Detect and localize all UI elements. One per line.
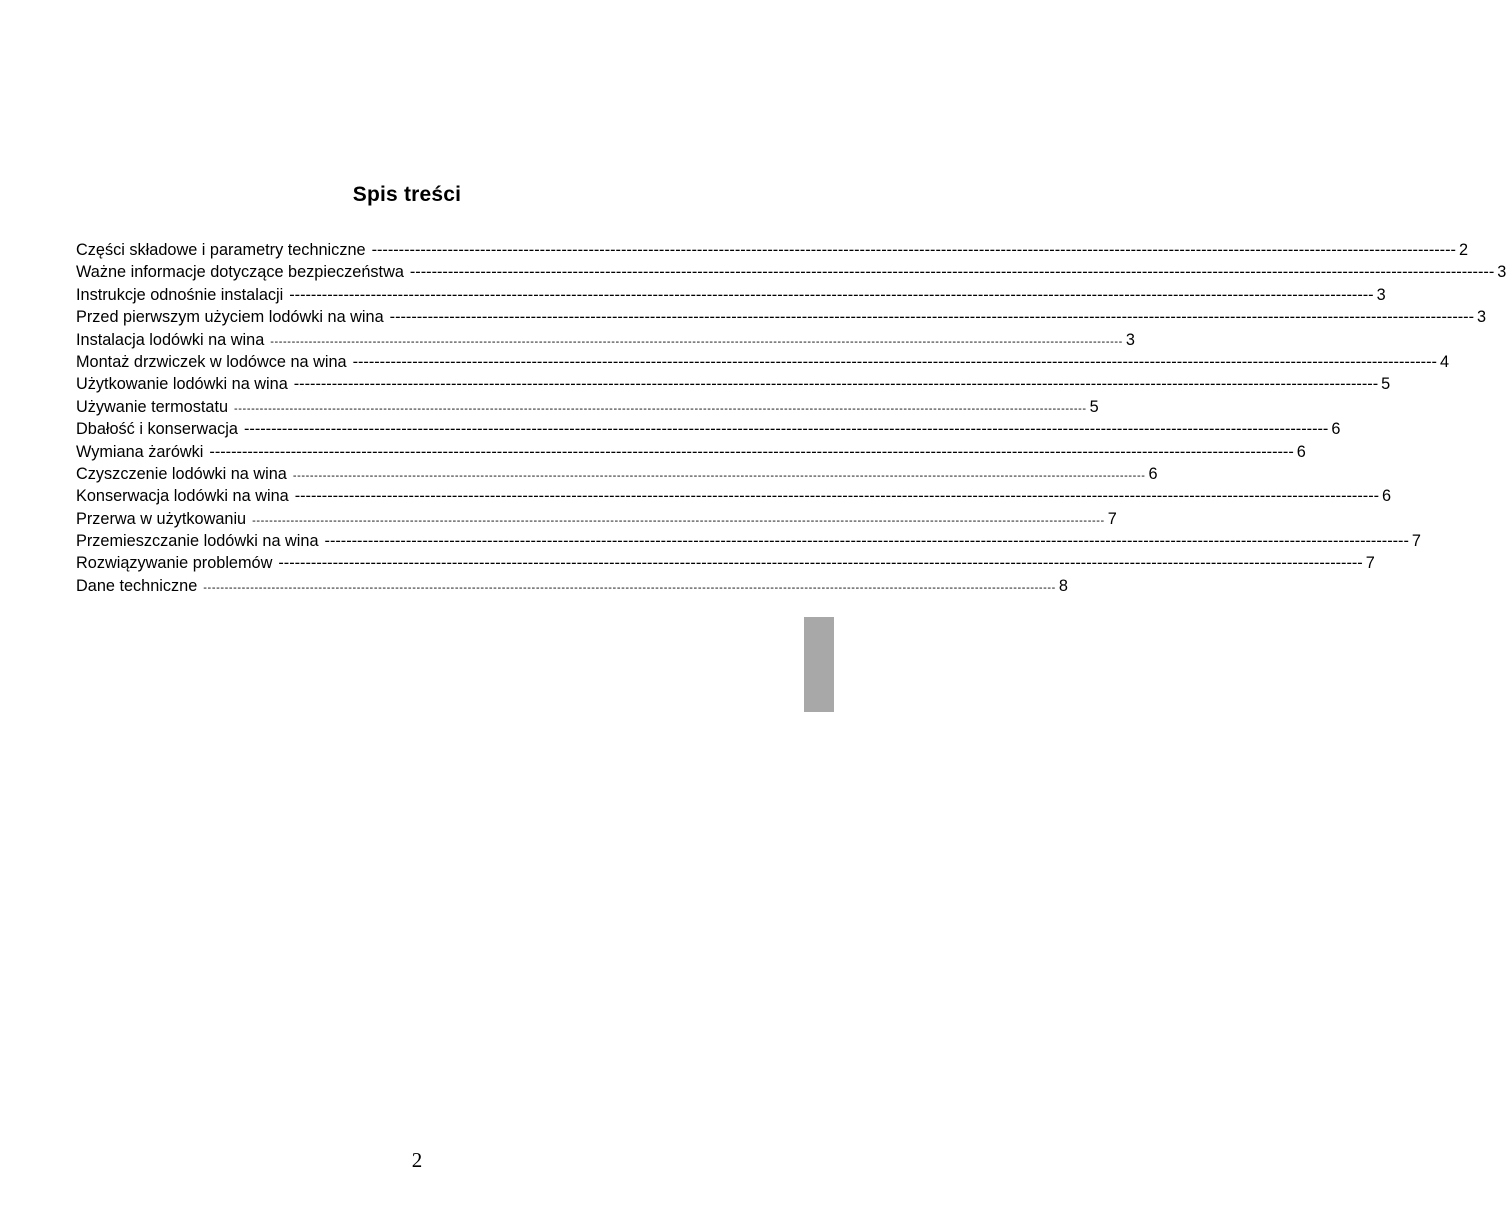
toc-dot-leader: -------------------------------------------------------------------------------------------------------------------------------------------------------------------------------------------------------- — [409, 263, 1495, 282]
toc-entry-page: 8 — [1058, 576, 1068, 595]
toc-dot-leader: -------------------------------------------------------------------------------------------------------------------------------------------------------------------------------------------------------- — [234, 402, 1087, 415]
toc-entry-page: 4 — [1439, 352, 1449, 371]
toc-entry — [76, 530, 1421, 552]
toc-dot-leader: -------------------------------------------------------------------------------------------------------------------------------------------------------------------------------------------------------- — [294, 487, 1380, 506]
toc-entry — [76, 284, 1386, 306]
toc-entry-label: Ważne informacje dotyczące bezpieczeństwa — [76, 263, 404, 282]
toc-entry — [76, 508, 1117, 530]
toc-entry — [76, 329, 1135, 351]
toc-entry-page: 7 — [1411, 532, 1421, 551]
toc-entry — [76, 485, 1392, 507]
toc-entry — [76, 261, 1506, 283]
toc-entry-page: 6 — [1331, 420, 1341, 439]
toc-entry-label: Części składowe i parametry techniczne — [76, 241, 366, 259]
page-title: Spis treści — [352, 183, 462, 206]
toc-entry-page: 3 — [1497, 263, 1506, 282]
toc-entry — [76, 552, 1375, 574]
toc-entry-page: 5 — [1089, 397, 1099, 416]
toc-entry-label: Przed pierwszym użyciem lodówki na wina — [76, 308, 384, 327]
toc-entry-label: Dbałość i konserwacja — [76, 420, 238, 439]
toc-entry-page: 7 — [1365, 554, 1375, 573]
toc-dot-leader: -------------------------------------------------------------------------------------------------------------------------------------------------------------------------------------------------------- — [324, 532, 1409, 551]
toc-entry-page: 5 — [1381, 375, 1391, 394]
toc-dot-leader: -------------------------------------------------------------------------------------------------------------------------------------------------------------------------------------------------------- — [371, 241, 1456, 259]
toc-dot-leader: -------------------------------------------------------------------------------------------------------------------------------------------------------------------------------------------------------- — [278, 554, 1363, 573]
toc-entry-page: 3 — [1477, 308, 1487, 327]
toc-entry-label: Konserwacja lodówki na wina — [76, 487, 289, 506]
toc-entry — [76, 463, 1158, 485]
section-tab-marker — [804, 617, 834, 712]
toc-entry-page: 6 — [1296, 442, 1306, 461]
toc-entry-label: Przemieszczanie lodówki na wina — [76, 532, 319, 551]
toc-dot-leader: -------------------------------------------------------------------------------------------------------------------------------------------------------------------------------------------------------- — [270, 335, 1123, 348]
toc-entry-label: Czyszczenie lodówki na wina — [76, 464, 287, 483]
page-number: 2 — [411, 1148, 423, 1172]
toc-entry — [76, 373, 1391, 395]
toc-entry — [76, 441, 1306, 463]
toc-entry — [76, 418, 1341, 440]
toc-entry-label: Instalacja lodówki na wina — [76, 330, 265, 349]
toc-dot-leader: -------------------------------------------------------------------------------------------------------------------------------------------------------------------------------------------------------- — [243, 420, 1329, 439]
toc-entry-page: 7 — [1107, 509, 1117, 528]
toc-entry-label: Dane techniczne — [76, 576, 198, 595]
toc-dot-leader: -------------------------------------------------------------------------------------------------------------------------------------------------------------------------------------------------------- — [293, 375, 1379, 394]
toc-entry — [76, 239, 1468, 261]
toc-entry — [76, 306, 1487, 328]
toc-dot-leader: -------------------------------------------------------------------------------------------------------------------------------------------------------------------------------------------------------- — [352, 352, 1437, 371]
toc-entry-label: Używanie termostatu — [76, 397, 229, 416]
table-of-contents — [76, 239, 1506, 597]
toc-entry — [76, 396, 1099, 418]
toc-entry-page: 2 — [1458, 241, 1468, 259]
toc-entry — [76, 575, 1068, 597]
toc-entry-label: Wymiana żarówki — [76, 442, 204, 461]
toc-entry-label: Przerwa w użytkowaniu — [76, 509, 247, 528]
toc-dot-leader: -------------------------------------------------------------------------------------------------------------------------------------------------------------------------------------------------------- — [252, 514, 1105, 527]
toc-entry-label: Użytkowanie lodówki na wina — [76, 375, 288, 394]
toc-entry-page: 6 — [1382, 487, 1392, 506]
toc-dot-leader: -------------------------------------------------------------------------------------------------------------------------------------------------------------------------------------------------------- — [203, 581, 1056, 594]
toc-entry-label: Montaż drzwiczek w lodówce na wina — [76, 352, 347, 371]
toc-entry — [76, 351, 1449, 373]
toc-entry-page: 3 — [1376, 285, 1386, 304]
toc-dot-leader: -------------------------------------------------------------------------------------------------------------------------------------------------------------------------------------------------------- — [292, 469, 1146, 482]
toc-dot-leader: -------------------------------------------------------------------------------------------------------------------------------------------------------------------------------------------------------- — [289, 285, 1374, 304]
toc-dot-leader: -------------------------------------------------------------------------------------------------------------------------------------------------------------------------------------------------------- — [389, 308, 1475, 327]
toc-entry-page: 6 — [1148, 464, 1158, 483]
toc-entry-page: 3 — [1125, 330, 1135, 349]
toc-dot-leader: -------------------------------------------------------------------------------------------------------------------------------------------------------------------------------------------------------- — [209, 442, 1294, 461]
toc-entry-label: Instrukcje odnośnie instalacji — [76, 285, 284, 304]
toc-entry-label: Rozwiązywanie problemów — [76, 554, 273, 573]
